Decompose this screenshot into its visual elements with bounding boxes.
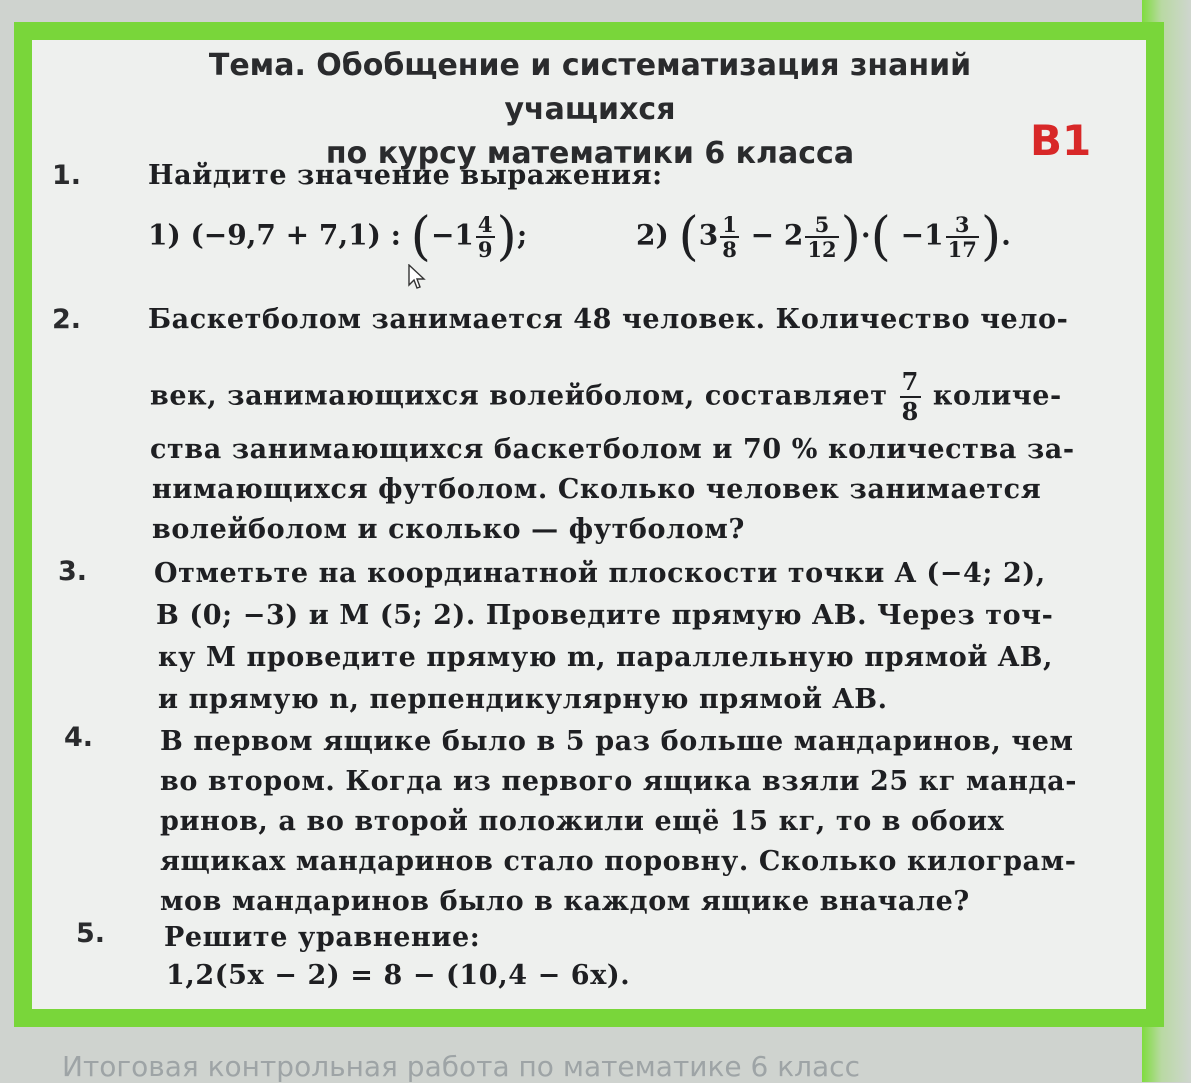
expr2-a-fraction	[720, 213, 739, 261]
paren-open: (	[678, 207, 699, 267]
expr2-b-whole: 2	[783, 218, 804, 252]
expr2-c-fraction	[946, 213, 979, 261]
variant-badge: B1	[1030, 116, 1092, 165]
expr1-whole: −1	[430, 218, 474, 252]
expr2-minus: −	[750, 218, 775, 252]
task-5-line-1: Решите уравнение:	[164, 922, 481, 953]
task-4-line-2: во втором. Когда из первого ящика взяли 25 кг манда-	[160, 766, 1078, 797]
title-line-1: Тема. Обобщение и систематизация знаний учащихся	[208, 48, 972, 127]
task-2-line-5: волейболом и сколько — футболом?	[152, 514, 745, 545]
expr2-a-whole: 3	[698, 218, 719, 252]
mouse-cursor-icon	[408, 264, 426, 290]
task-1-number: 1.	[52, 160, 82, 191]
task-2-line-2	[150, 368, 1062, 426]
page-title	[120, 44, 1060, 176]
expr1-denominator: 9	[477, 237, 493, 262]
task-5-number: 5.	[76, 918, 106, 949]
task-2-line-1: Баскетболом занимается 48 человек. Количество чело-	[148, 304, 1069, 335]
task-3-line-2: B (0; −3) и M (5; 2). Проведите прямую AB. Через точ-	[156, 600, 1054, 631]
expr1-fraction	[476, 213, 495, 261]
task-1-expression-1	[148, 207, 528, 267]
task-3-line-3: ку M проведите прямую m, параллельную прямой AB,	[158, 642, 1053, 673]
task-3-line-1: Отметьте на координатной плоскости точки A (−4; 2),	[154, 558, 1046, 589]
task-1-text: Найдите значение выражения:	[148, 160, 663, 191]
paren-close: )	[840, 207, 861, 267]
task-2-fraction	[900, 368, 921, 426]
expr1-suffix: ;	[516, 218, 528, 252]
task-4-line-1: В первом ящике было в 5 раз больше мандаринов, чем	[160, 726, 1074, 757]
expr2-a-numerator: 1	[722, 212, 737, 237]
task-2-numerator: 7	[901, 367, 919, 396]
expr2-label: 2)	[636, 218, 669, 252]
task-3-line-4: и прямую n, перпендикулярную прямой AB.	[158, 684, 888, 715]
task-4-line-3: ринов, а во второй положили ещё 15 кг, то в обоих	[160, 806, 1005, 837]
title-line-2: по курсу математики 6 класса	[325, 136, 855, 171]
expr2-b-fraction	[805, 213, 838, 261]
task-2-denominator: 8	[901, 397, 919, 426]
footer-caption: Итоговая контрольная работа по математике 6 класс	[62, 1050, 860, 1083]
task-2-number: 2.	[52, 304, 82, 335]
task-4-number: 4.	[64, 722, 94, 753]
task-2-line-3: ства занимающихся баскетболом и 70 % количества за-	[150, 434, 1075, 465]
expr2-a-denominator: 8	[722, 237, 737, 262]
paren-open: (	[410, 207, 431, 267]
expr2-b-numerator: 5	[805, 213, 838, 238]
task-1-expression-2	[636, 207, 1011, 267]
paren-close: )	[496, 207, 517, 267]
task-5-line-2: 1,2(5x − 2) = 8 − (10,4 − 6x).	[166, 960, 631, 991]
expr2-dot: ·	[860, 218, 871, 252]
paren-open: (	[870, 207, 891, 267]
expr2-c-whole: −1	[900, 218, 944, 252]
task-4-line-4: ящиках мандаринов стало поровну. Сколько килограм-	[160, 846, 1077, 877]
expr2-c-denominator: 17	[947, 237, 977, 262]
expr1-prefix: (−9,7 + 7,1) :	[190, 218, 401, 252]
paren-close: )	[980, 207, 1002, 267]
expr2-suffix: .	[1001, 218, 1011, 252]
task-4-line-5: мов мандаринов было в каждом ящике вначале?	[160, 886, 970, 917]
task-2-line-2b: количе-	[932, 380, 1062, 412]
expr2-b-denominator: 12	[807, 237, 837, 262]
expr1-numerator: 4	[477, 212, 493, 237]
task-2-line-2a: век, занимающихся волейболом, составляет	[150, 380, 888, 412]
expr1-label: 1)	[148, 218, 181, 252]
task-2-line-4: нимающихся футболом. Сколько человек занимается	[152, 474, 1042, 505]
task-3-number: 3.	[58, 556, 88, 587]
expr2-c-numerator: 3	[946, 213, 979, 238]
